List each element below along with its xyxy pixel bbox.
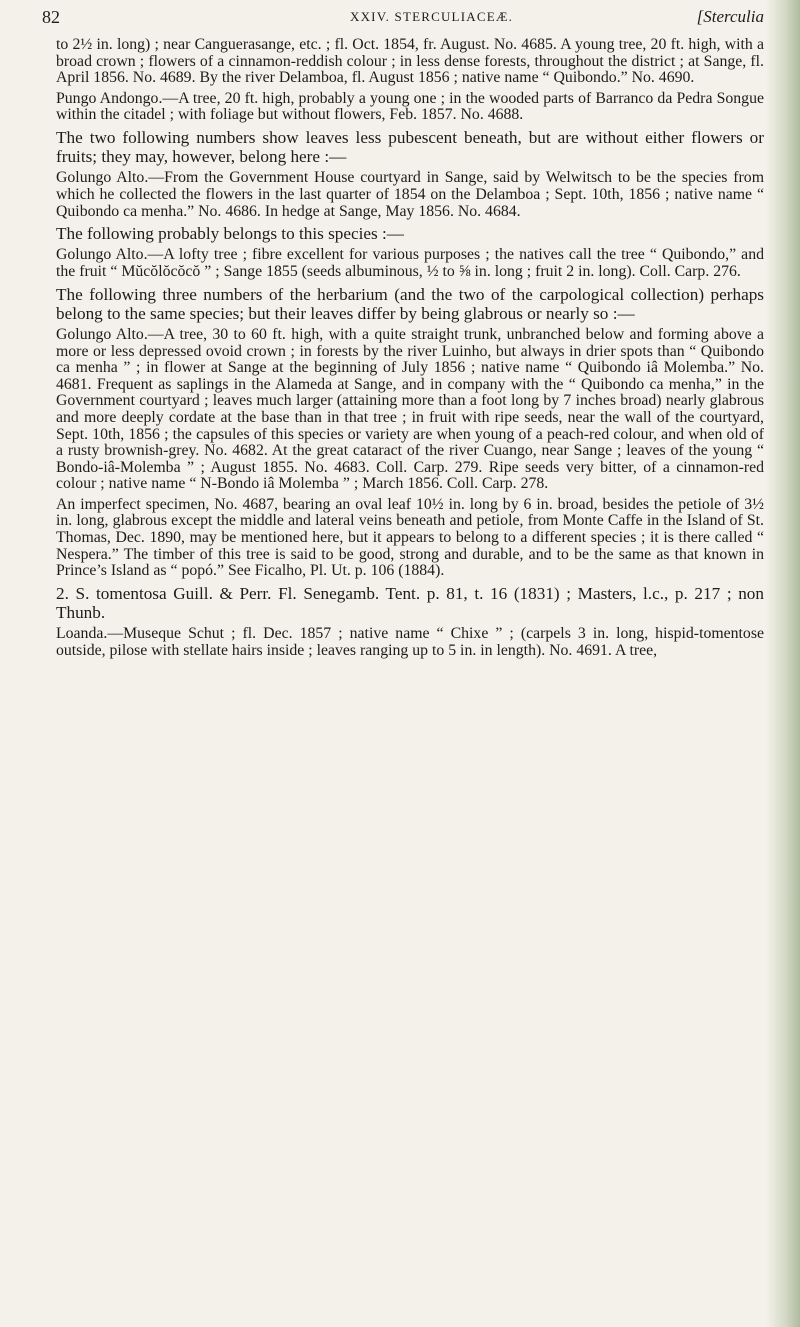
paragraph-3: The two following numbers show leaves less pubescent beneath, but are without either flowers or fruits; they may, however, belong here :— <box>56 127 764 167</box>
paragraph-9: An imperfect specimen, No. 4687, bearing an oval leaf 10½ in. long by 6 in. broad, besides the petiole of 3½ in. long, glabrous except the middle and lateral veins beneath and petiole, from Monte Caffe in the Island of St. Thomas, Dec. 1890, may be mentioned here, but it appears to belong to a different species ; it is there called “ Nespera.” The timber of this tree is said to be good, strong and durable, and to be the same as that known in Prince’s Island as “ popó.” See Ficalho, Pl. Ut. p. 106 (1884). <box>56 495 764 580</box>
paragraph-11: Loanda.—Museque Schut ; fl. Dec. 1857 ; native name “ Chixe ” ; (carpels 3 in. long, hispid-tomentose outside, pilose with stellate hairs inside ; leaves ranging up to 5 in. in length). No. 4691. A tree, <box>56 625 764 659</box>
paragraph-4: Golungo Alto.—From the Government House courtyard in Sange, said by Welwitsch to be the species from which he collected the flowers in the last quarter of 1854 on the Delamboa ; Sept. 10th, 1856 ; native name “ Quibondo ca menha.” No. 4686. In hedge at Sange, May 1856. No. 4684. <box>56 169 764 220</box>
running-genus: [Sterculia <box>696 7 764 26</box>
paragraph-1: to 2½ in. long) ; near Canguerasange, etc. ; fl. Oct. 1854, fr. August. No. 4685. A young tree, 20 ft. high, with a broad crown ; flowers of a cinnamon-reddish colour ; in less dense forests, throughout the district ; at Sange, fl. April 1856. No. 4689. By the river Delamboa, fl. August 1856 ; native name “ Quibondo.” No. 4690. <box>56 36 764 87</box>
page-header <box>42 7 764 31</box>
paragraph-2: Pungo Andongo.—A tree, 20 ft. high, probably a young one ; in the wooded parts of Barranco da Pedra Songue within the citadel ; with foliage but without flowers, Feb. 1857. No. 4688. <box>56 89 764 124</box>
paragraph-6: Golungo Alto.—A lofty tree ; fibre excellent for various purposes ; the natives call the tree “ Quibondo,” and the fruit “ Mŭcŏlŏcŏcŏ ” ; Sange 1855 (seeds albuminous, ½ to ⅝ in. long ; fruit 2 in. long). Coll. Carp. 276. <box>56 246 764 280</box>
page-edge-shadow <box>766 0 800 1327</box>
paragraph-10: 2. S. tomentosa Guill. & Perr. Fl. Senegamb. Tent. p. 81, t. 16 (1831) ; Masters, l.c., p. 217 ; non Thunb. <box>56 583 764 623</box>
page-number: 82 <box>42 7 60 27</box>
paragraph-8: Golungo Alto.—A tree, 30 to 60 ft. high, with a quite straight trunk, unbranched below and forming above a more or less depressed ovoid crown ; in forests by the river Luinho, but always in drier spots than “ Quibondo ca menha ” ; in flower at Sange at the beginning of July 1856 ; native name “ Quibondo iâ Molemba.” No. 4681. Frequent as saplings in the Alameda at Sange, and in company with the “ Quibondo ca menha,” in the Government courtyard ; leaves much larger (attaining more than a foot long by 7 inches broad) nearly glabrous and more deeply cordate at the base than in that tree ; in fruit with ripe seeds, near the wall of the courtyard, Sept. 10th, 1856 ; the capsules of this species or variety are when young of a peach-red colour, and when old of a rusty brownish-grey. No. 4682. At the great cataract of the river Cuango, near Sange ; leaves of the young “ Bondo-iâ-Molemba ” ; August 1855. No. 4683. Coll. Carp. 279. Ripe seeds very bitter, of a cinnamon-red colour ; native name “ N-Bondo iâ Molemba ” ; March 1856. Coll. Carp. 278. <box>56 325 764 493</box>
paragraph-7: The following three numbers of the herbarium (and the two of the carpological collection) perhaps belong to the same species; but their leaves differ by being glabrous or nearly so :— <box>56 284 764 323</box>
paragraph-5: The following probably belongs to this species :— <box>56 224 404 244</box>
body-text <box>56 33 764 659</box>
running-head: XXIV. STERCULIACEÆ. <box>350 9 514 24</box>
